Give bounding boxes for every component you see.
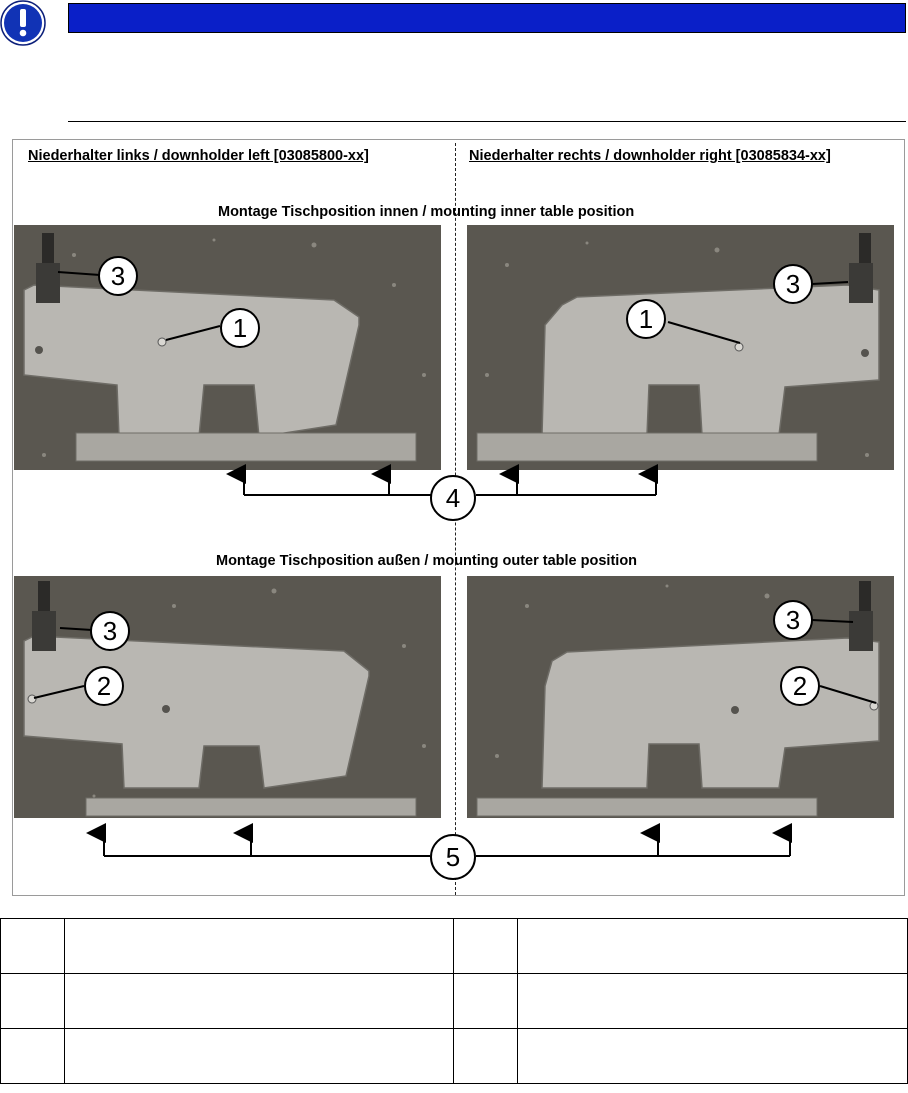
- notice-rule: [68, 121, 906, 122]
- section-outer-title: Montage Tischposition außen / mounting outer table position: [216, 553, 638, 569]
- callout-3-left-inner: 3: [98, 256, 138, 296]
- callout-4: 4: [430, 475, 476, 521]
- legend-number: [454, 974, 518, 1029]
- photo-left-inner: [14, 225, 441, 470]
- legend-table: [0, 918, 908, 1084]
- callout-3-right-inner: 3: [773, 264, 813, 304]
- legend-number: [1, 919, 65, 974]
- photo-right-inner: [467, 225, 894, 470]
- legend-number: [1, 1029, 65, 1084]
- callout-1-right: 1: [626, 299, 666, 339]
- legend-number: [454, 1029, 518, 1084]
- photo-left-outer: [14, 576, 441, 818]
- callout-3-right-outer: 3: [773, 600, 813, 640]
- notice-bar: [68, 3, 906, 33]
- legend-text: [65, 919, 454, 974]
- legend-text: [518, 1029, 908, 1084]
- legend-number: [1, 974, 65, 1029]
- heading-right: Niederhalter rechts / downholder right [03085834-xx]: [469, 148, 831, 164]
- callout-1-left: 1: [220, 308, 260, 348]
- legend-row: [1, 974, 908, 1029]
- callout-2-right: 2: [780, 666, 820, 706]
- legend-row: [1, 1029, 908, 1084]
- exclamation-icon: [0, 0, 46, 46]
- callout-2-left: 2: [84, 666, 124, 706]
- callout-5: 5: [430, 834, 476, 880]
- section-inner-title: Montage Tischposition innen / mounting inner table position: [218, 204, 635, 220]
- legend-text: [65, 974, 454, 1029]
- legend-text: [518, 974, 908, 1029]
- callout-3-left-outer: 3: [90, 611, 130, 651]
- legend-row: [1, 919, 908, 974]
- legend-text: [65, 1029, 454, 1084]
- legend-number: [454, 919, 518, 974]
- legend-text: [518, 919, 908, 974]
- heading-left: Niederhalter links / downholder left [03085800-xx]: [28, 148, 369, 164]
- photo-right-outer: [467, 576, 894, 818]
